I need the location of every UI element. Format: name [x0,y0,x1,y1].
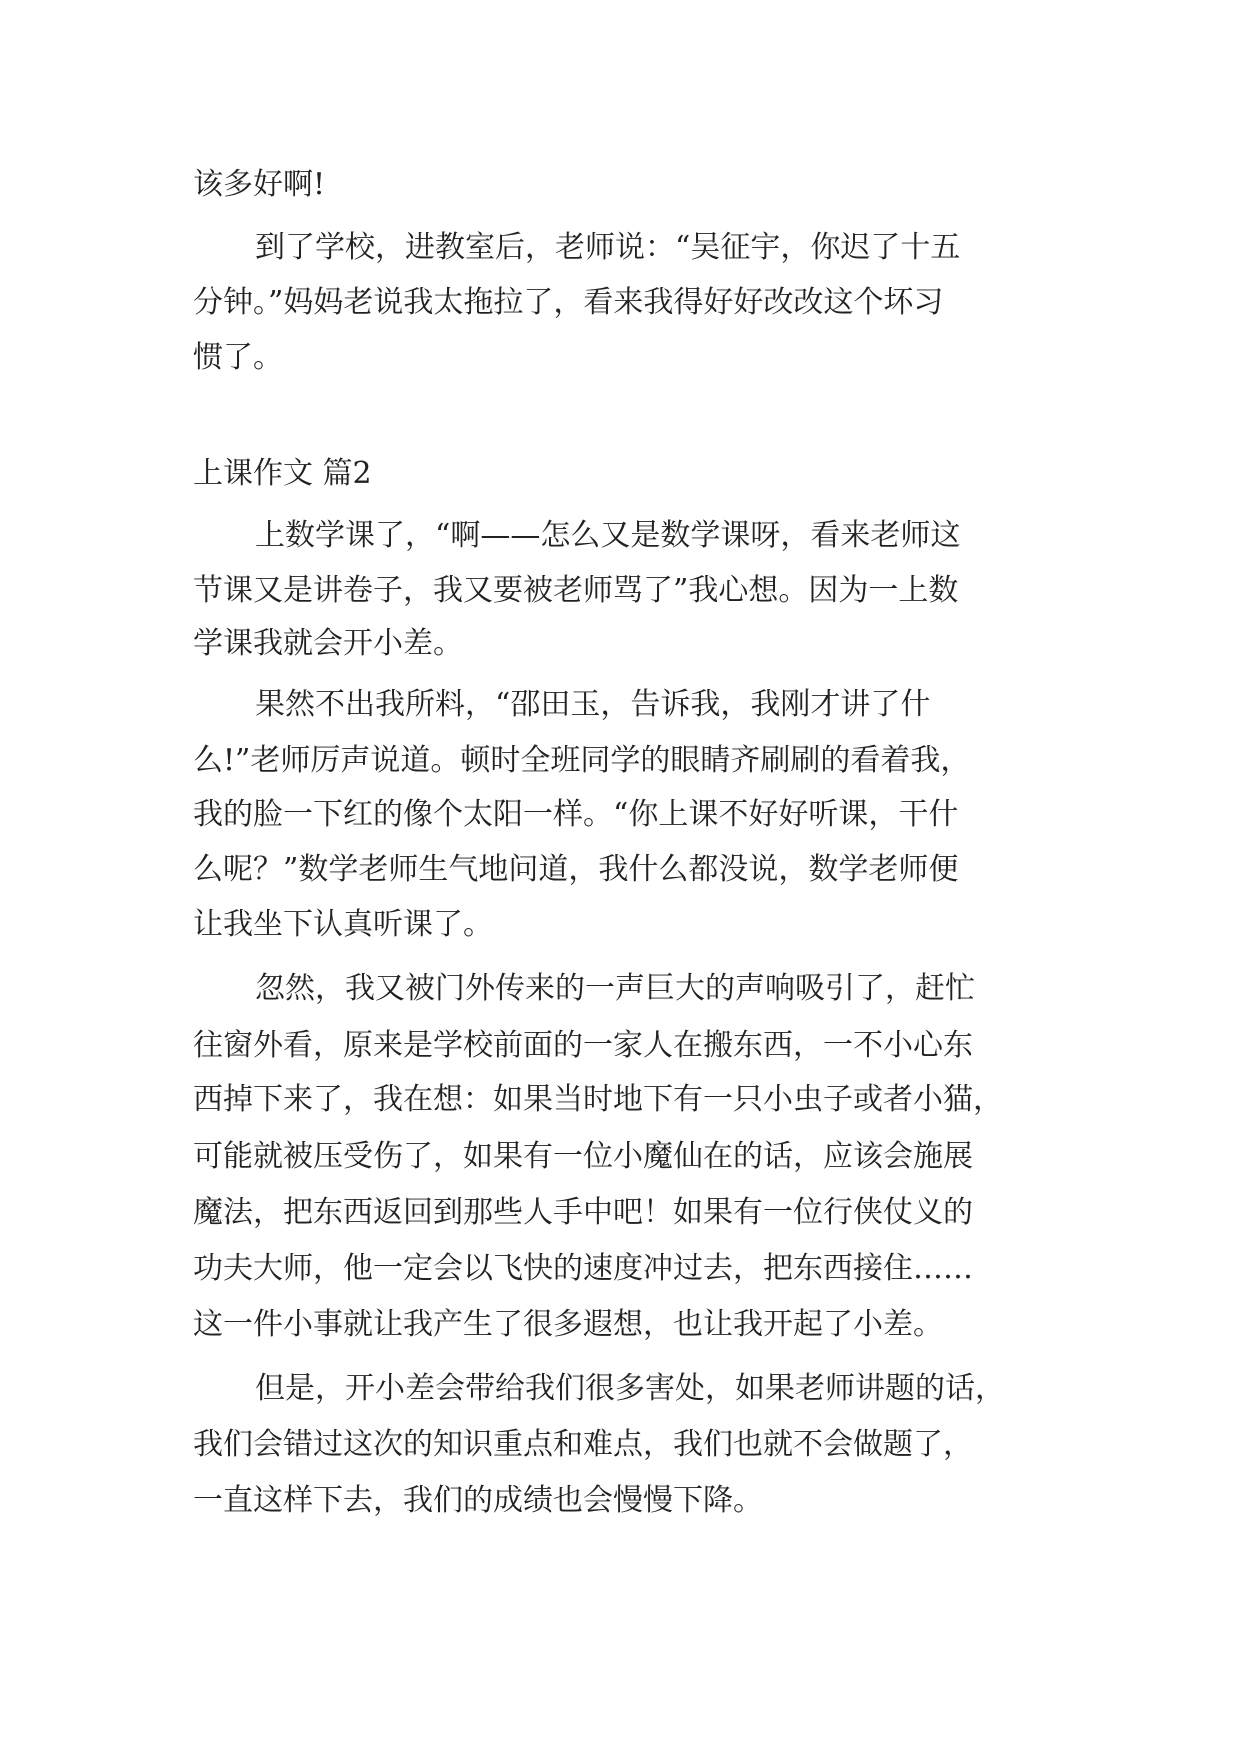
paragraph-line: 忽然，我又被门外传来的一声巨大的声响吸引了，赶忙 [255,971,975,1006]
paragraph-line: 西掉下来了，我在想：如果当时地下有一只小虫子或者小猫， [193,1082,1003,1117]
paragraph-line: 么!”老师厉声说道。顿时全班同学的眼睛齐刷刷的看着我， [193,743,971,778]
paragraph-line: 该多好啊! [193,167,326,202]
paragraph-line: 这一件小事就让我产生了很多遐想，也让我开起了小差。 [193,1307,943,1342]
paragraph-line: 么呢？”数学老师生气地问道，我什么都没说，数学老师便 [193,852,959,887]
paragraph-line: 可能就被压受伤了，如果有一位小魔仙在的话，应该会施展 [193,1139,973,1174]
paragraph-line: 魔法，把东西返回到那些人手中吧！如果有一位行侠仗义的 [193,1195,973,1230]
paragraph-line: 我们会错过这次的知识重点和难点，我们也就不会做题了， [193,1427,973,1462]
paragraph-line: 功夫大师，他一定会以飞快的速度冲过去，把东西接住…… [193,1251,973,1286]
paragraph-line: 我的脸一下红的像个太阳一样。“你上课不好好听课，干什 [193,797,959,832]
paragraph-line: 分钟。”妈妈老说我太拖拉了，看来我得好好改改这个坏习 [193,285,944,320]
paragraph-line: 一直这样下去，我们的成绩也会慢慢下降。 [193,1483,763,1518]
paragraph-line: 果然不出我所料，“邵田玉，告诉我，我刚才讲了什 [255,687,931,722]
paragraph-line: 上数学课了，“啊——怎么又是数学课呀，看来老师这 [255,518,961,553]
paragraph-line: 惯了。 [193,340,283,375]
paragraph-line: 往窗外看，原来是学校前面的一家人在搬东西，一不小心东 [193,1028,973,1063]
paragraph-line: 学课我就会开小差。 [193,626,463,661]
paragraph-line: 但是，开小差会带给我们很多害处，如果老师讲题的话， [255,1371,1005,1406]
paragraph-line: 到了学校，进教室后，老师说：“吴征宇，你迟了十五 [255,230,961,265]
section-heading: 上课作文 篇2 [193,456,372,491]
paragraph-line: 节课又是讲卷子，我又要被老师骂了”我心想。因为一上数 [193,573,959,608]
paragraph-line: 让我坐下认真听课了。 [193,907,493,942]
